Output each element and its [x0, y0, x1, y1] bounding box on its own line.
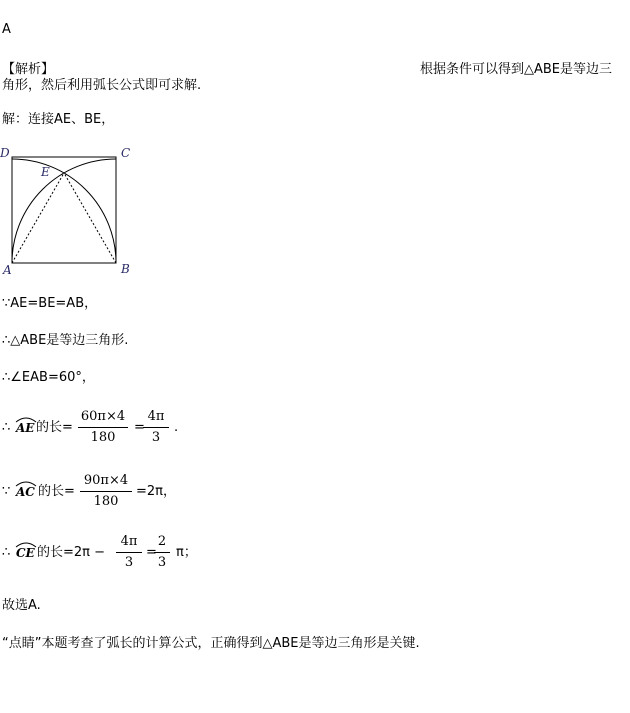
step-4-mid: 的长= [36, 420, 73, 435]
step-6-prefix: ∴ [2, 545, 11, 560]
conclusion-text: 故选A. [2, 598, 41, 613]
arc-centered-a [12, 159, 116, 263]
fraction-denominator: 3 [151, 430, 161, 445]
arc-ce-label: CE [16, 546, 35, 560]
segment-be [64, 173, 116, 263]
fraction-numerator: 2 [157, 534, 167, 549]
step-6-equals: = [146, 545, 157, 560]
step-5-end: =2π， [136, 484, 176, 499]
answer-text: A [2, 22, 11, 37]
fraction-denominator: 3 [124, 555, 134, 570]
step-4-equals: = [134, 420, 145, 435]
label-a: A [3, 263, 12, 277]
comment-text: “点睛”本题考查了弧长的计算公式，正确得到△ABE是等边三角形是关键. [2, 636, 420, 651]
fraction-denominator: 180 [93, 494, 119, 509]
analysis-text-line1: 根据条件可以得到△ABE是等边三 [420, 62, 613, 77]
analysis-heading: 【解析】 [2, 62, 55, 77]
fraction-numerator: 4π [120, 534, 138, 549]
fraction-numerator: 90π×4 [83, 473, 129, 488]
label-e: E [41, 165, 50, 179]
fraction-ae-formula [78, 409, 128, 446]
fraction-ce-result [154, 534, 170, 571]
geometry-figure [0, 143, 140, 278]
arc-ac [16, 485, 35, 499]
arc-ae-label: AE [16, 421, 35, 435]
step-6-end: π； [176, 545, 197, 560]
step-2: ∴△ABE是等边三角形. [2, 333, 129, 348]
analysis-text-line2: 角形，然后利用弧长公式即可求解. [2, 78, 202, 93]
fraction-ac-formula [80, 473, 132, 510]
fraction-denominator: 180 [90, 430, 116, 445]
arc-ac-label: AC [16, 485, 35, 499]
arc-mark-icon [15, 479, 37, 487]
fraction-ae-result [143, 409, 169, 446]
label-b: B [121, 262, 130, 276]
arc-centered-b [12, 159, 116, 263]
arc-ae [16, 421, 34, 435]
step-4-prefix: ∴ [2, 420, 11, 435]
step-3: ∴∠EAB=60°， [2, 370, 95, 385]
fraction-numerator: 60π×4 [80, 409, 126, 424]
segment-ae [12, 173, 64, 263]
step-5-mid: 的长= [38, 484, 75, 499]
solution-intro: 解：连接AE、BE， [2, 112, 115, 127]
arc-mark-icon [15, 415, 37, 423]
step-5-prefix: ∵ [2, 484, 11, 499]
step-6-mid: 的长=2π − [37, 545, 106, 560]
arc-mark-icon [15, 540, 37, 548]
fraction-denominator: 3 [157, 555, 167, 570]
label-d: D [0, 146, 10, 160]
fraction-numerator: 4π [147, 409, 165, 424]
fraction-ce-term [116, 534, 142, 571]
step-1: ∵AE=BE=AB， [2, 296, 98, 311]
arc-ce [16, 546, 35, 560]
step-4-end: . [174, 420, 179, 435]
label-c: C [121, 146, 131, 160]
